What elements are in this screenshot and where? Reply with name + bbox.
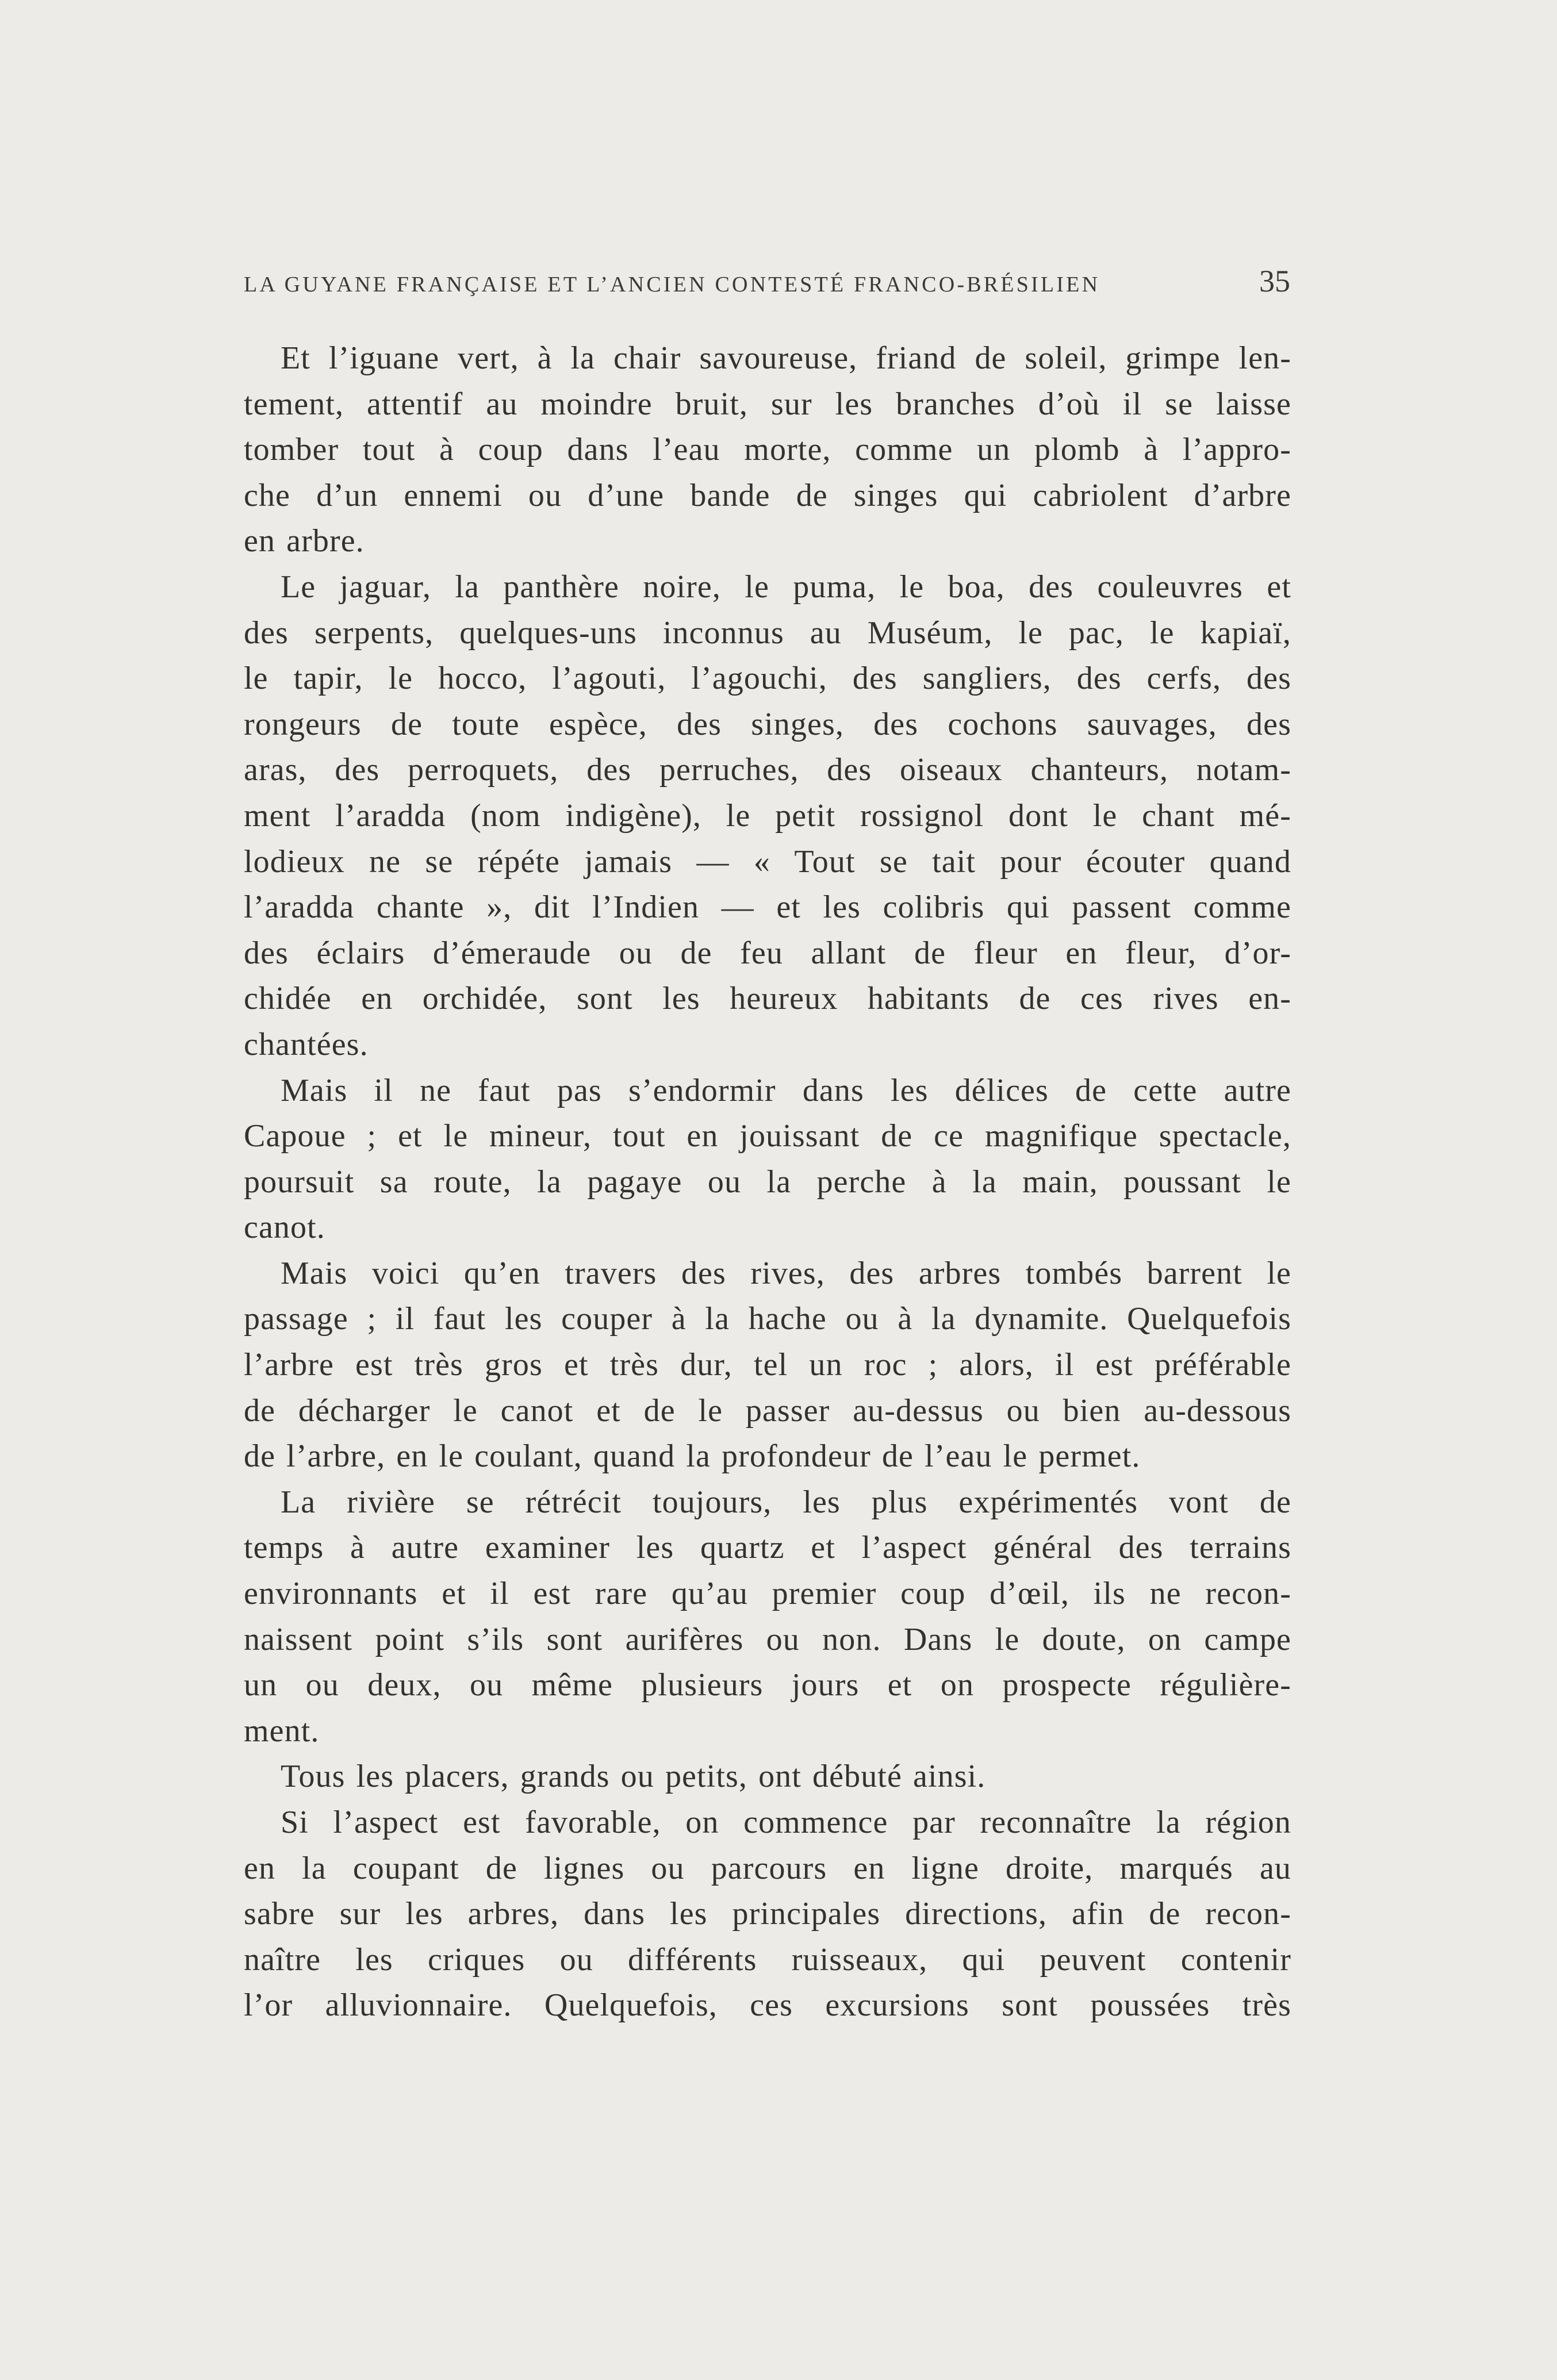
text-line: chidée en orchidée, sont les heureux habitants de ces rives en- <box>244 981 1291 1017</box>
text-line: le tapir, le hocco, l’agouti, l’agouchi, des sangliers, des cerfs, des <box>244 661 1291 697</box>
text-line: Mais voici qu’en travers des rives, des arbres tombés barrent le <box>281 1255 1291 1291</box>
text-line: Tous les placers, grands ou petits, ont débuté ainsi. <box>281 1759 986 1795</box>
text-line: chantées. <box>244 1026 369 1062</box>
text-line: tomber tout à coup dans l’eau morte, comme un plomb à l’appro- <box>244 432 1291 468</box>
body-text <box>244 336 1291 2029</box>
paragraph <box>244 1800 1291 2029</box>
text-line: Si l’aspect est favorable, on commence par reconnaître la région <box>281 1805 1291 1840</box>
text-line: des serpents, quelques-uns inconnus au Muséum, le pac, le kapiaï, <box>244 615 1291 651</box>
text-line: des éclairs d’émeraude ou de feu allant de fleur en fleur, d’or- <box>244 935 1291 971</box>
text-line: Mais il ne faut pas s’endormir dans les délices de cette autre <box>281 1072 1291 1108</box>
text-line: che d’un ennemi ou d’une bande de singes qui cabriolent d’arbre <box>244 477 1291 513</box>
text-line: sabre sur les arbres, dans les principales directions, afin de recon- <box>244 1896 1291 1932</box>
text-line: poursuit sa route, la pagaye ou la perche à la main, poussant le <box>244 1164 1291 1200</box>
text-line: ment. <box>244 1713 320 1749</box>
paragraph <box>244 565 1291 1068</box>
running-title: LA GUYANE FRANÇAISE ET L’ANCIEN CONTESTÉ FRANCO-BRÉSILIEN <box>244 272 1100 297</box>
running-head <box>244 263 1290 298</box>
text-line: de décharger le canot et de le passer au-dessus ou bien au-dessous <box>244 1392 1291 1429</box>
paragraph <box>244 1251 1291 1480</box>
paragraph <box>244 336 1291 565</box>
text-line: temps à autre examiner les quartz et l’aspect général des terrains <box>244 1530 1291 1566</box>
text-line: ment l’aradda (nom indigène), le petit rossignol dont le chant mé- <box>244 797 1291 834</box>
text-line: l’aradda chante », dit l’Indien — et les colibris qui passent comme <box>244 889 1291 926</box>
text-line: aras, des perroquets, des perruches, des oiseaux chanteurs, notam- <box>244 752 1291 788</box>
text-line: un ou deux, ou même plusieurs jours et on prospecte régulière- <box>244 1667 1291 1703</box>
text-line: environnants et il est rare qu’au premier coup d’œil, ils ne recon- <box>244 1576 1291 1612</box>
text-line: naître les criques ou différents ruisseaux, qui peuvent contenir <box>244 1941 1291 1978</box>
paragraph <box>244 1754 1291 1800</box>
text-line: rongeurs de toute espèce, des singes, des cochons sauvages, des <box>244 706 1291 742</box>
text-line: l’arbre est très gros et très dur, tel un roc ; alors, il est préférable <box>244 1347 1291 1383</box>
text-line: l’or alluvionnaire. Quelquefois, ces excursions sont poussées très <box>244 1987 1291 2024</box>
text-line: lodieux ne se répéte jamais — « Tout se tait pour écouter quand <box>244 843 1291 880</box>
text-line: passage ; il faut les couper à la hache ou à la dynamite. Quelquefois <box>244 1301 1291 1337</box>
paragraph <box>244 1068 1291 1251</box>
text-line: tement, attentif au moindre bruit, sur les branches d’où il se laisse <box>244 386 1291 422</box>
text-line: naissent point s’ils sont aurifères ou non. Dans le doute, on campe <box>244 1621 1291 1657</box>
text-line: Et l’iguane vert, à la chair savoureuse, friand de soleil, grimpe len- <box>281 340 1291 376</box>
paragraph <box>244 1480 1291 1755</box>
text-line: de l’arbre, en le coulant, quand la profondeur de l’eau le permet. <box>244 1438 1141 1475</box>
text-line: en la coupant de lignes ou parcours en ligne droite, marqués au <box>244 1850 1291 1886</box>
page-number: 35 <box>1259 264 1290 298</box>
text-line: La rivière se rétrécit toujours, les plus expérimentés vont de <box>281 1484 1291 1520</box>
text-line: Le jaguar, la panthère noire, le puma, le boa, des couleuvres et <box>281 569 1291 605</box>
text-line: canot. <box>244 1210 325 1246</box>
text-line: en arbre. <box>244 523 365 559</box>
text-line: Capoue ; et le mineur, tout en jouissant de ce magnifique spectacle, <box>244 1118 1291 1154</box>
